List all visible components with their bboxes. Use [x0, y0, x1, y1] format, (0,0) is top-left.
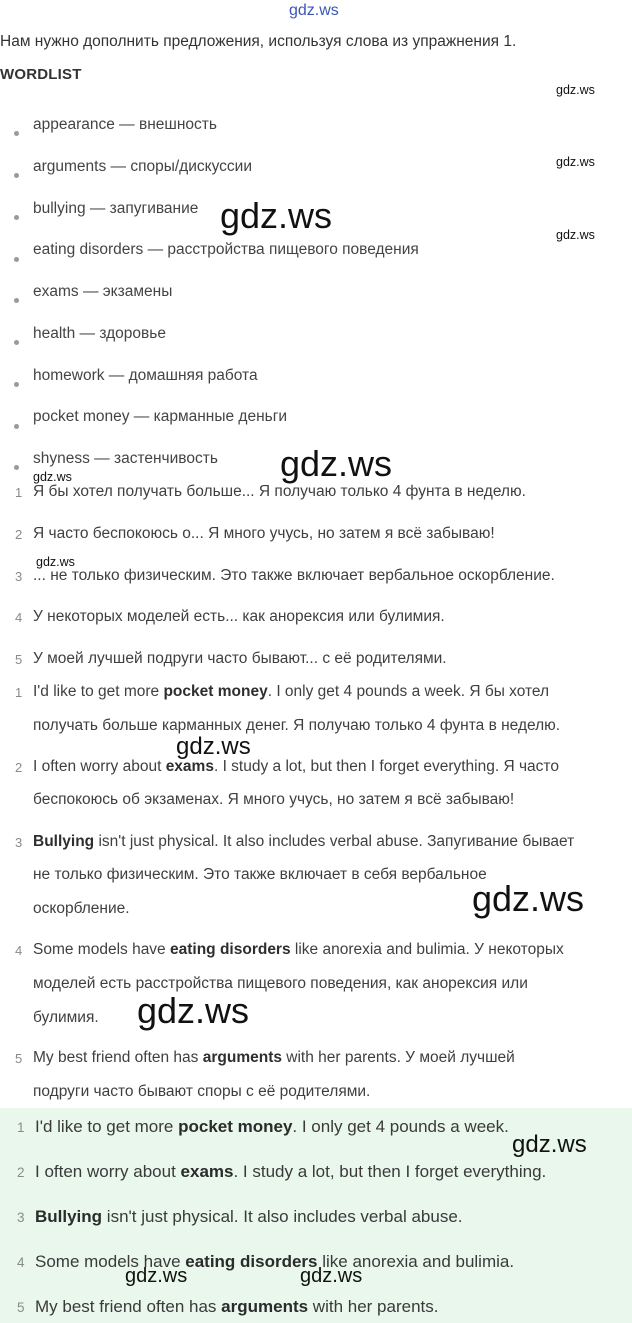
watermark: gdz.ws	[176, 733, 251, 760]
answer-text: My best friend often has	[33, 1049, 203, 1066]
english-answer	[35, 1252, 514, 1272]
wordlist-item: health — здоровье	[33, 325, 166, 342]
english-answer	[35, 1207, 463, 1227]
bullet-icon	[14, 257, 19, 262]
bullet-icon	[14, 465, 19, 470]
english-answer	[35, 1117, 509, 1137]
translation-sentence: У некоторых моделей есть... как анорексия или булимия.	[33, 608, 445, 625]
answer-keyword: eating disorders	[170, 941, 291, 958]
item-number: 5	[15, 652, 23, 667]
item-number: 5	[15, 1051, 23, 1066]
answer-line: оскорбление.	[33, 900, 130, 917]
wordlist-item: appearance — внешность	[33, 116, 217, 133]
wordlist-item: eating disorders — расстройства пищевого поведения	[33, 241, 419, 258]
answer-keyword: pocket money	[178, 1117, 293, 1136]
answer-line: моделей есть расстройства пищевого поведения, как анорексия или	[33, 975, 528, 992]
watermark: gdz.ws	[33, 470, 72, 484]
item-number: 1	[15, 485, 23, 500]
answer-keyword: arguments	[221, 1297, 309, 1316]
bullet-icon	[14, 382, 19, 387]
wordlist-item: arguments — споры/дискуссии	[33, 158, 252, 175]
answer-line	[33, 758, 559, 776]
wordlist-item: homework — домашняя работа	[33, 367, 258, 384]
answer-keyword: exams	[180, 1162, 234, 1181]
watermark: gdz.ws	[36, 555, 75, 569]
answer-text: I often worry about	[35, 1162, 181, 1181]
answer-keyword: arguments	[202, 1049, 282, 1066]
bullet-icon	[14, 298, 19, 303]
answer-keyword: exams	[165, 758, 214, 775]
watermark: gdz.ws	[220, 195, 333, 236]
watermark: gdz.ws	[280, 443, 393, 484]
answer-keyword: eating disorders	[185, 1252, 318, 1271]
answer-text: . I only get 4 pounds a week. Я бы хотел	[267, 683, 550, 700]
watermark: gdz.ws	[556, 228, 595, 242]
item-number: 3	[15, 569, 23, 584]
wordlist-item: pocket money — карманные деньги	[33, 408, 288, 425]
bullet-icon	[14, 424, 19, 429]
answer-text: isn't just physical. It also includes verbal abuse.	[102, 1207, 463, 1226]
answer-line: подруги часто бывают споры с её родителями.	[33, 1083, 371, 1100]
answer-text: Some models have	[33, 941, 170, 958]
watermark: gdz.ws	[556, 83, 595, 97]
answer-text: with her parents.	[308, 1297, 439, 1316]
answer-text: I'd like to get more	[33, 683, 164, 700]
wordlist-item: shyness — застенчивость	[33, 450, 218, 467]
watermark: gdz.ws	[125, 1265, 188, 1287]
item-number: 1	[15, 685, 23, 700]
answer-line	[33, 941, 564, 959]
watermark: gdz.ws	[137, 990, 250, 1031]
watermark: gdz.ws	[300, 1265, 363, 1287]
answer-text: I'd like to get more	[35, 1117, 179, 1136]
answer-text: . I study a lot, but then I forget everything. Я часто	[213, 758, 559, 775]
answer-line: булимия.	[33, 1009, 99, 1026]
answer-line: получать больше карманных денег. Я получаю только 4 фунта в неделю.	[33, 717, 561, 734]
answer-text: . I only get 4 pounds a week.	[292, 1117, 509, 1136]
translation-sentence: Я бы хотел получать больше... Я получаю только 4 фунта в неделю.	[33, 483, 526, 500]
task-intro: Нам нужно дополнить предложения, используя слова из упражнения 1.	[0, 33, 517, 50]
translation-sentence: У моей лучшей подруги часто бывают... с её родителями.	[33, 650, 447, 667]
translation-sentence: Я часто беспокоюсь о... Я много учусь, но затем я всё забываю!	[33, 525, 495, 542]
answer-text: like anorexia and bulimia. У некоторых	[290, 941, 564, 958]
item-number: 3	[17, 1210, 25, 1225]
item-number: 4	[15, 943, 23, 958]
answer-text: I often worry about	[33, 758, 166, 775]
english-answer	[35, 1297, 438, 1317]
watermark: gdz.ws	[472, 878, 585, 919]
english-answer	[35, 1162, 546, 1182]
wordlist-heading: WORDLIST	[0, 66, 82, 83]
answer-text: isn't just physical. It also includes verbal abuse. Запугивание бывает	[94, 833, 575, 850]
wordlist-item: exams — экзамены	[33, 283, 173, 300]
item-number: 2	[15, 527, 23, 542]
answer-line	[33, 683, 549, 701]
answer-text: My best friend often has	[35, 1297, 222, 1316]
bullet-icon	[14, 215, 19, 220]
item-number: 4	[15, 610, 23, 625]
bullet-icon	[14, 340, 19, 345]
answer-line: беспокоюсь об экзаменах. Я много учусь, но затем я всё забываю!	[33, 791, 515, 808]
answer-keyword: pocket money	[163, 683, 268, 700]
answer-line: не только физическим. Это также включает в себя вербальное	[33, 866, 487, 883]
translation-sentence: ... не только физическим. Это также включает вербальное оскорбление.	[33, 567, 555, 584]
answer-keyword: Bullying	[35, 1207, 103, 1226]
item-number: 4	[17, 1255, 25, 1270]
bullet-icon	[14, 173, 19, 178]
answer-text: with her parents. У моей лучшей	[281, 1049, 515, 1066]
item-number: 5	[17, 1300, 25, 1315]
wordlist-item: bullying — запугивание	[33, 200, 199, 217]
item-number: 2	[17, 1165, 25, 1180]
answer-text: like anorexia and bulimia.	[317, 1252, 515, 1271]
bullet-icon	[14, 131, 19, 136]
item-number: 2	[15, 760, 23, 775]
answer-line	[33, 833, 574, 851]
item-number: 1	[17, 1120, 25, 1135]
answer-line	[33, 1049, 515, 1067]
answer-text: Some models have	[35, 1252, 186, 1271]
item-number: 3	[15, 835, 23, 850]
site-title[interactable]: gdz.ws	[289, 2, 339, 19]
answer-text: . I study a lot, but then I forget everything.	[233, 1162, 547, 1181]
watermark: gdz.ws	[512, 1131, 587, 1158]
watermark: gdz.ws	[556, 155, 595, 169]
answer-keyword: Bullying	[33, 833, 95, 850]
